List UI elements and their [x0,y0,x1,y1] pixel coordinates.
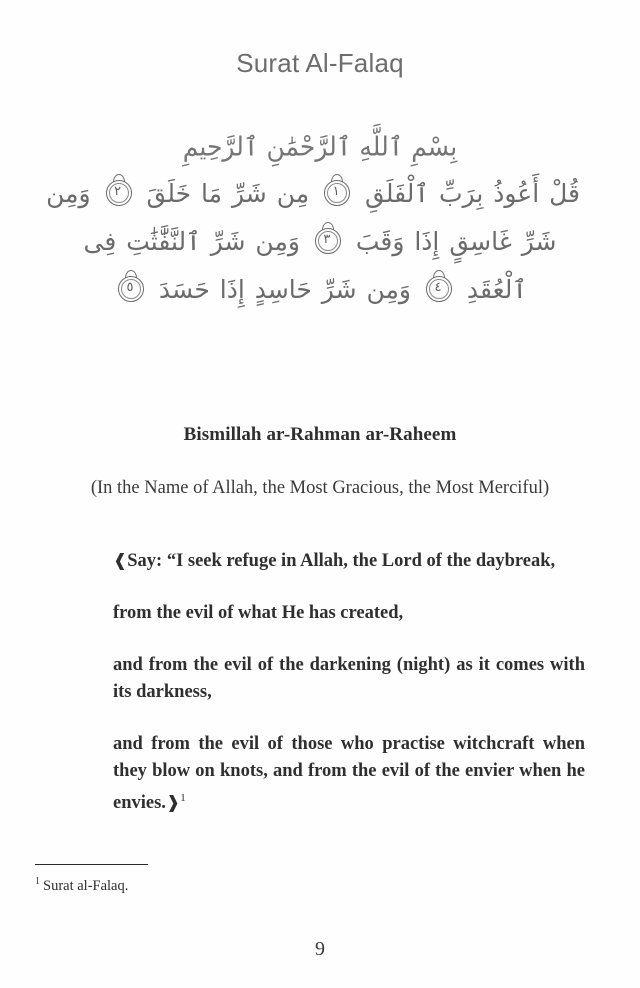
page-number: 9 [315,938,325,960]
ayah-number: ١ [332,183,340,199]
ayah-marker-4 [426,276,452,302]
ayah-marker-1 [324,180,350,206]
arabic-text-segment: قُلْ أَعُوذُ بِرَبِّ ٱلْفَلَقِ [365,178,580,208]
footnote-text: Surat al-Falaq. [43,877,129,894]
arabic-text-segment: وَمِن شَرِّ ٱلنَّفَّٰثَٰتِ فِى [83,226,300,256]
footnote [35,872,435,896]
verse-paragraph-1 [113,548,585,575]
verse-text: and from the evil of those who practise witchcraft when they blow on knots, and from the evil of the envier when he envies. [113,734,585,814]
arabic-text-segment: ٱلْعُقَدِ [466,274,528,304]
transliteration-heading: Bismillah ar-Rahman ar-Raheem [183,424,457,445]
ornamental-close-bracket: ❱ [165,793,181,814]
footnote-number: 1 [35,876,40,887]
ornamental-open-bracket: ❰ [113,551,128,571]
ayah-number: ٤ [434,279,442,295]
ayah-number: ٥ [126,279,134,295]
arabic-text-segment: شَرِّ غَاسِقٍ إِذَا وَقَبَ [355,226,557,256]
ayah-marker-3 [315,228,341,254]
verse-paragraph-3 [113,652,585,706]
ayah-number: ٣ [323,231,331,247]
arabic-quran-block [46,128,580,314]
footnote-separator-rule [35,864,148,865]
verse-text: and from the evil of the darkening (night) as it comes with its darkness, [113,655,585,702]
footnote-reference[interactable]: 1 [180,792,186,804]
ayah-marker-2 [106,180,132,206]
ayah-number: ٢ [114,183,122,199]
arabic-text-segment: وَمِن [46,178,91,208]
verse-paragraph-4 [113,731,585,817]
bismillah-arabic: بِسْمِ ٱللَّهِ ٱلرَّحْمَٰنِ ٱلرَّحِيمِ [182,131,458,162]
verse-text: Say: “I seek refuge in Allah, the Lord of the daybreak, [127,551,556,571]
arabic-line [60,266,580,314]
arabic-line [60,218,580,266]
translation-body [113,548,585,817]
arabic-ayah-lines [46,170,580,314]
verse-text: from the evil of what He has created, [113,603,404,623]
bismillah-meaning: (In the Name of Allah, the Most Gracious, the Most Merciful) [90,478,550,498]
arabic-text-segment: وَمِن شَرِّ حَاسِدٍ إِذَا حَسَدَ [158,274,411,304]
verse-paragraph-2 [113,600,585,627]
arabic-text-segment: مِن شَرِّ مَا خَلَقَ [146,178,310,208]
ayah-marker-5 [118,276,144,302]
arabic-line [46,170,580,218]
page-title: Surat Al-Falaq [236,48,404,78]
